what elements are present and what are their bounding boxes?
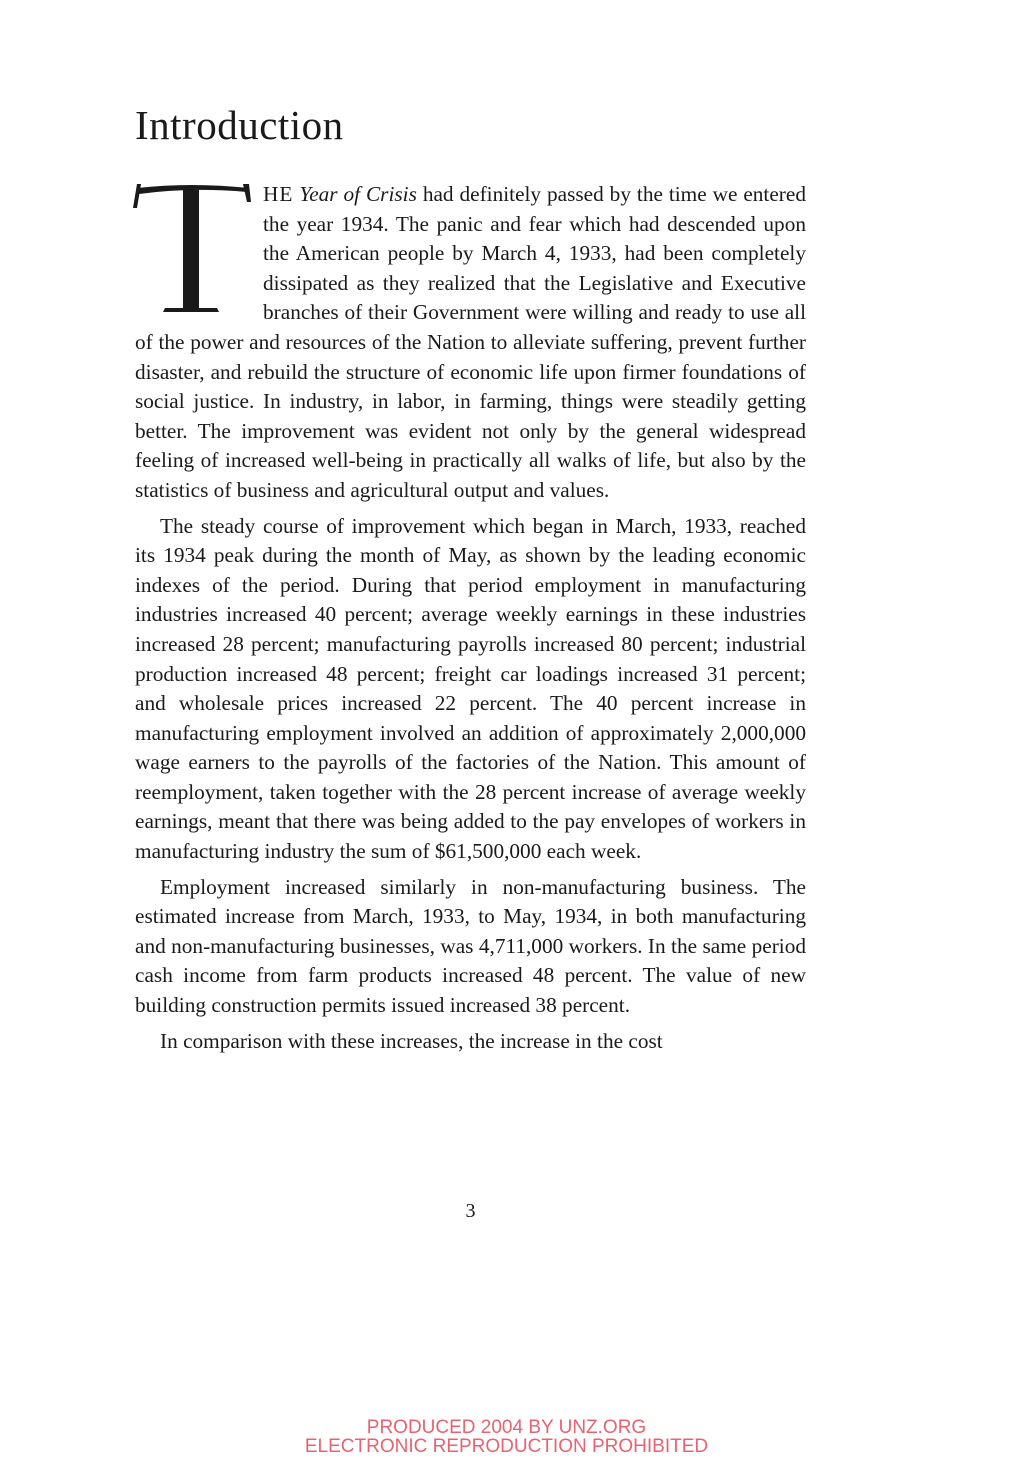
- paragraph-3: Employment increased similarly in non-manufacturing business. The estimated increase from March, 1933, to May, 1934, in both manufacturing and non-manufacturing businesses, was 4,711,000 workers. In the same period cash income from farm products increased 48 percent. The value of new building construction permits issued increased 38 percent.: [135, 874, 806, 1018]
- paragraph-1-text: had definitely passed by the time we entered the year 1934. The panic and fear which had descended upon the American people by March 4, 1933, had been completely dissipated as they realized that the Legislative and Executive branches of their Government were willing and ready to use all of the power and resources of the Nation to alleviate suffering, prevent further disaster, and rebuild the structure of economic life upon firmer foundations of social justice. In industry, in labor, in farming, things were steadily getting better. The improvement was evident not only by the general widespread feeling of increased well-being in practically all walks of life, but also by the statistics of business and agricultural output and values.: [135, 182, 806, 502]
- paragraph-2: The steady course of improvement which began in March, 1933, reached its 1934 peak during the month of May, as shown by the leading economic indexes of the period. During that period employment in manufacturing industries increased 40 percent; average weekly earnings in these industries increased 28 percent; manufacturing payrolls increased 80 percent; industrial production increased 48 percent; freight car loadings increased 31 percent; and wholesale prices increased 22 percent. The 40 percent increase in manufacturing employment involved an addition of approximately 2,000,000 wage earners to the payrolls of the factories of the Nation. This amount of reemployment, taken together with the 28 percent increase of average weekly earnings, meant that there was being added to the pay envelopes of workers in manufacturing industry the sum of $61,500,000 each week.: [135, 513, 806, 864]
- drop-cap-t-glyph: [131, 182, 255, 324]
- paragraph-4: In comparison with these increases, the increase in the cost: [160, 1028, 663, 1053]
- chapter-title: Introduction: [135, 102, 344, 148]
- body-text: [135, 180, 806, 1056]
- book-title-italic: Year of Crisis: [299, 182, 417, 206]
- watermark-line-1: PRODUCED 2004 BY UNZ.ORG: [366, 1417, 647, 1438]
- watermark-line-2: ELECTRONIC REPRODUCTION PROHIBITED: [304, 1436, 709, 1457]
- lead-small-caps: HE: [263, 182, 294, 206]
- page-number: 3: [465, 1200, 476, 1222]
- watermark: [0, 1418, 1013, 1456]
- paragraph-1: [135, 180, 806, 506]
- drop-cap: [135, 182, 247, 324]
